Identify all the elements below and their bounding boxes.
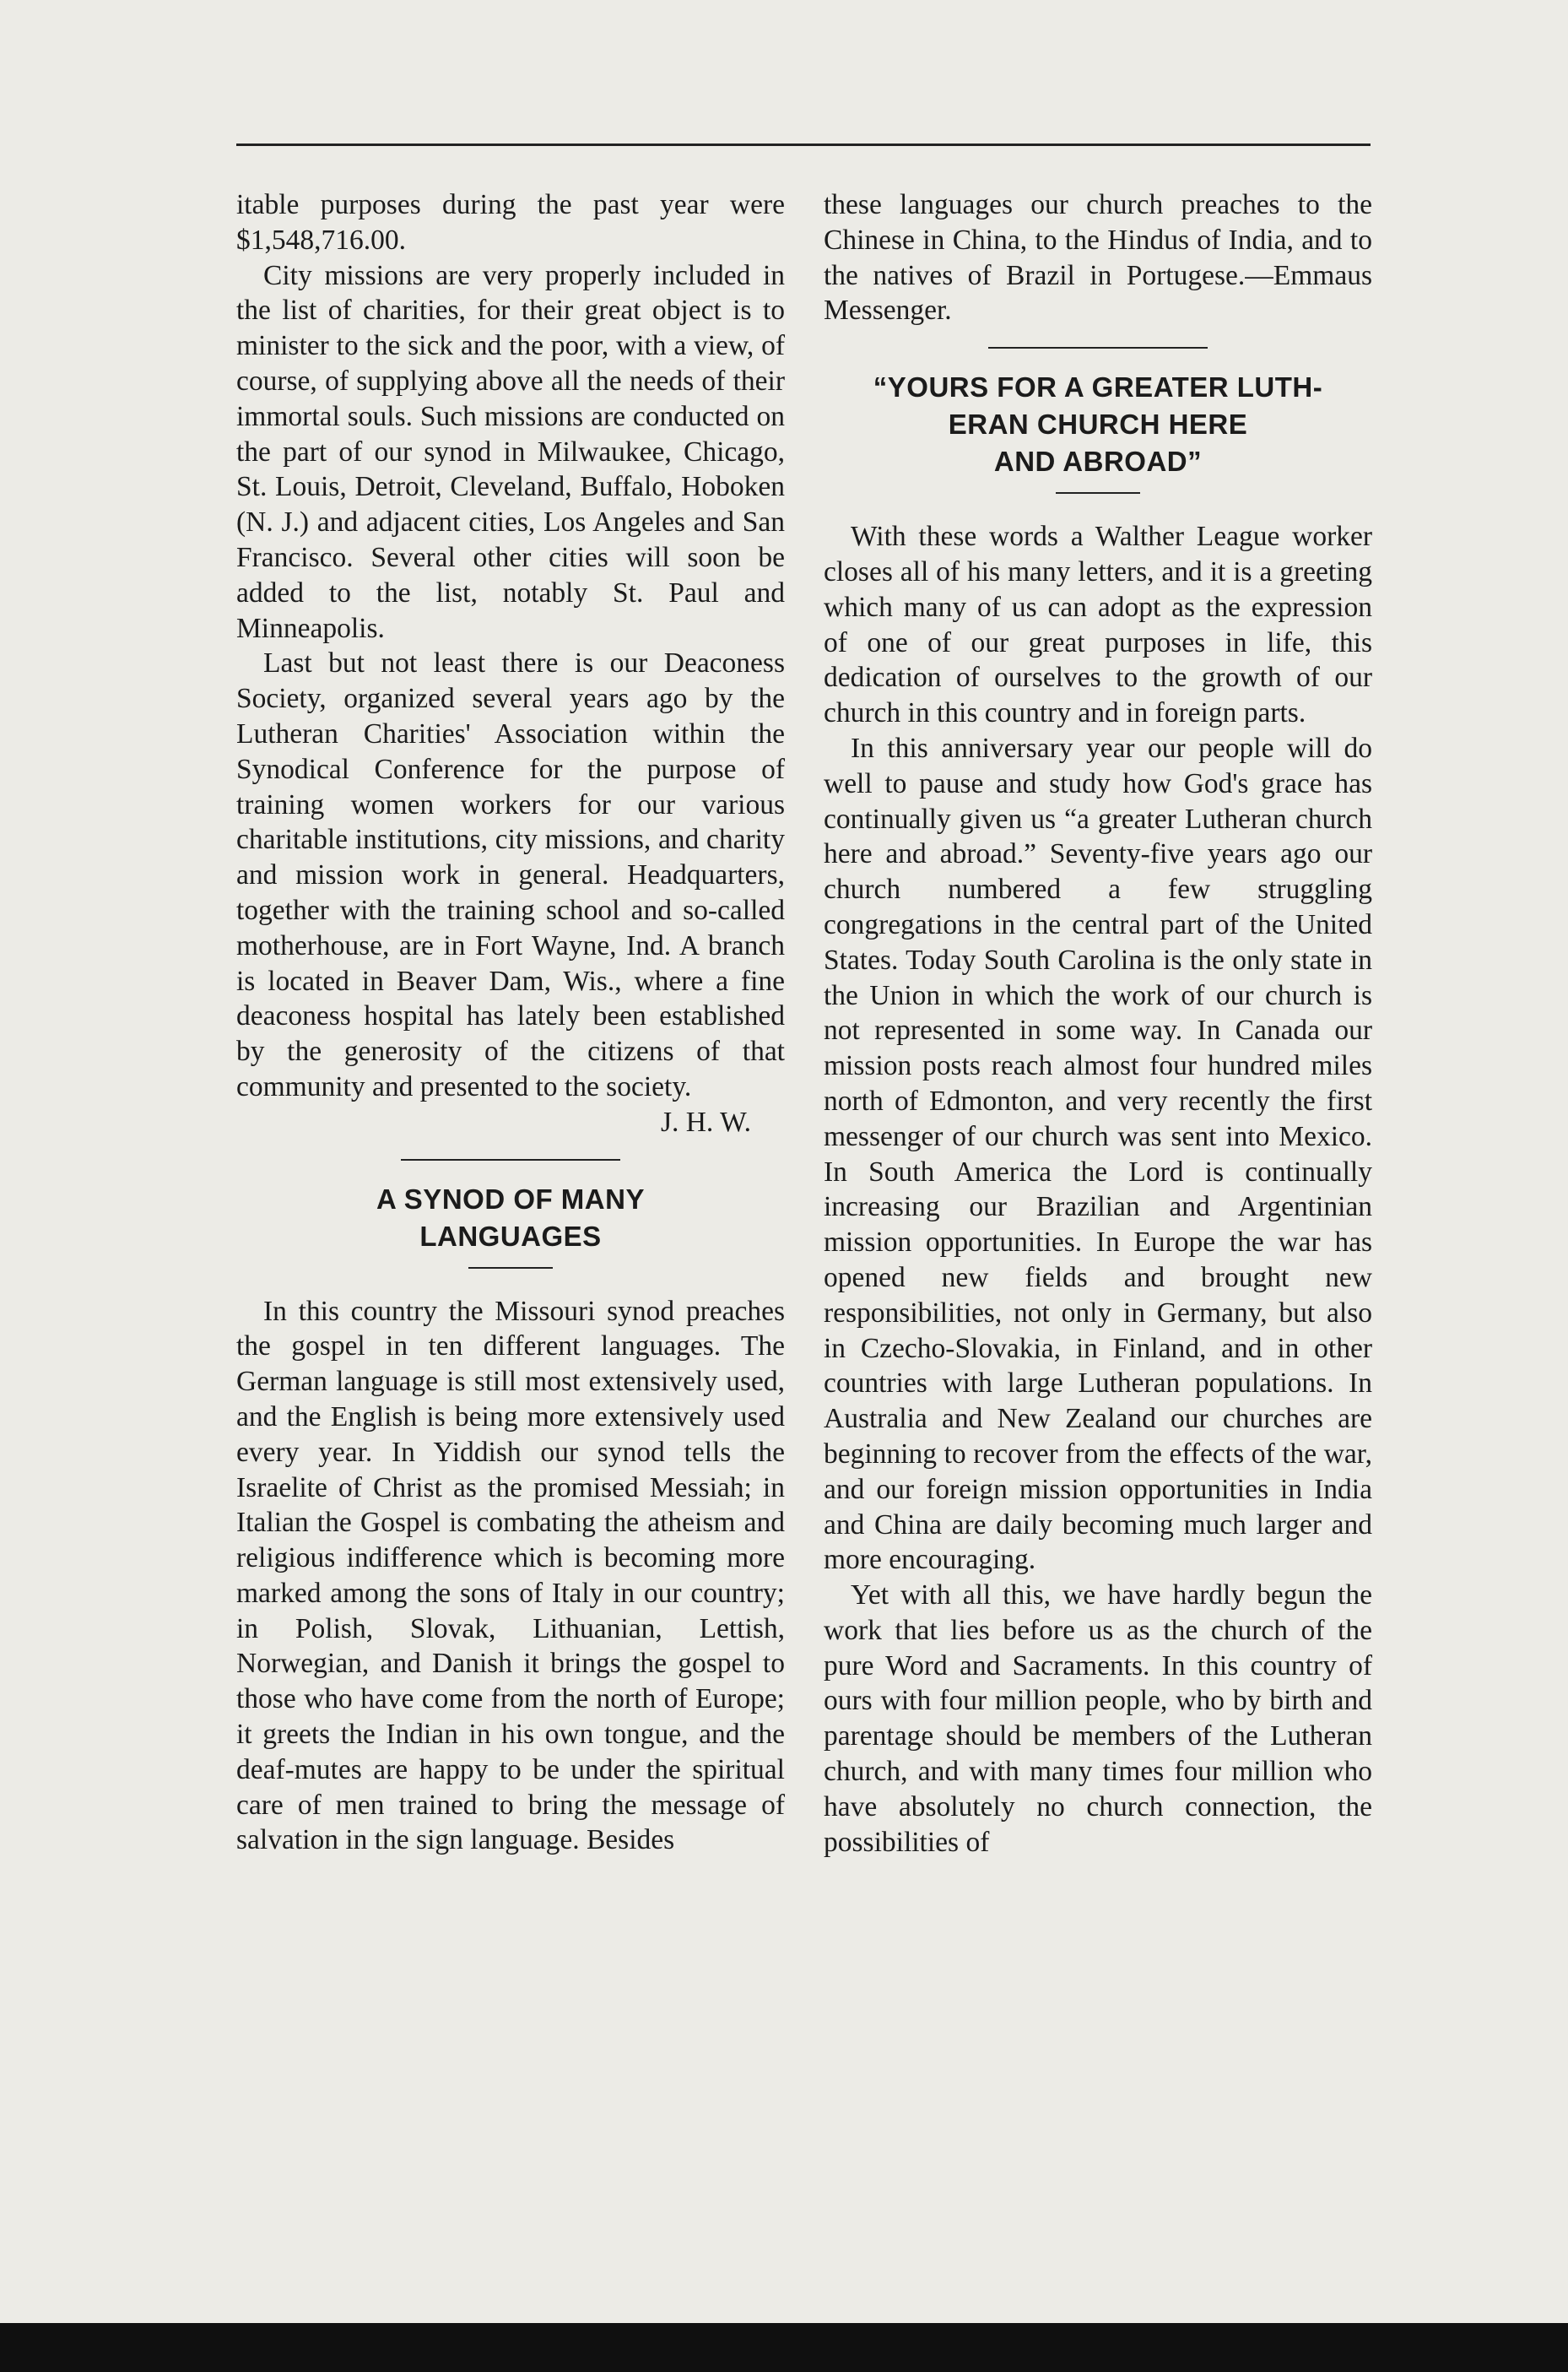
heading-greater-church-line2: ERAN CHURCH HERE <box>948 409 1248 441</box>
paragraph-languages-continued: these languages our church preaches to the Chinese in China, to the Hindus of India, and to the natives of Brazil in Portugese.—Emmaus Messenger. <box>824 189 1372 327</box>
paragraph-deaconess-society: Last but not least there is our Deaconess Society, organized several years ago by the Lutheran Charities' Association within the Synodical Conference for the purpose of training women workers for our various charitable institutions, city missions, and charity and mission work in general. Headquarters, together with the training school and so-called motherhouse, are in Fort Wayne, Ind. A branch is located in Beaver Dam, Wis., where a fine deaconess hospital has lately been established by the generosity of the citizens of that community and presented to the society. <box>236 647 785 1102</box>
section-divider <box>988 347 1208 349</box>
top-rule <box>236 144 1371 146</box>
paragraph-charities-total: itable purposes during the past year were $1,548,716.00. <box>236 189 785 256</box>
heading-synod-languages-line1: A SYNOD OF MANY <box>376 1183 645 1215</box>
right-column <box>824 187 1372 1860</box>
author-signature: J. H. W. <box>660 1106 751 1138</box>
paragraph-ten-languages: In this country the Missouri synod preaches the gospel in ten different languages. The German language is still most extensively used, and the English is being more extensively used every year. In Yiddish our synod tells the Israelite of Christ as the promised Messiah; in Italian the Gospel is combating the atheism and religious indifference which is becoming more marked among the sons of Italy in our country; in Polish, Slovak, Lithuanian, Lettish, Norwegian, and Danish it brings the gospel to those who have come from the north of Europe; it greets the Indian in his own tongue, and the deaf-mutes are happy to be under the spiritual care of men trained to bring the message of salvation in the sign language. Besides <box>236 1295 785 1856</box>
paragraph-anniversary-year: In this anniversary year our people will do well to pause and study how God's grace has continually given us “a greater Lutheran church here and abroad.” Seventy-five years ago our church numbered a few struggling congregations in the central part of the United States. Today South Carolina is the only state in the Union in which the work of our church is not represented in some way. In Canada our mission posts reach almost four hundred miles north of Edmonton, and very recently the first messenger of our church was sent into Mexico. In South America the Lord is continually increasing our Brazilian and Argentinian mission opportunities. In Europe the war has opened new fields and brought new responsibilities, not only in Germany, but also in Czecho-Slovakia, in Finland, and in other countries with large Lutheran populations. In Australia and New Zealand our churches are beginning to recover from the effects of the war, and our foreign mission opportunities in India and China are daily becoming much larger and more encouraging. <box>824 732 1372 1576</box>
heading-greater-church-line1: “YOURS FOR A GREATER LUTH- <box>873 371 1323 403</box>
scan-bottom-edge <box>0 2323 1568 2372</box>
heading-synod-languages-line2: LANGUAGES <box>419 1220 602 1252</box>
heading-underline <box>1056 492 1140 494</box>
paragraph-work-before-us: Yet with all this, we have hardly begun the work that lies before us as the church of the pure Word and Sacraments. In this country of ours with four million people, who by birth and parentage should be members of the Lutheran church, and with many times four million who have absolutely no church connection, the possibilities of <box>824 1579 1372 1858</box>
section-divider <box>401 1159 620 1161</box>
left-column <box>236 187 785 1858</box>
heading-underline <box>468 1267 553 1269</box>
heading-greater-church-line3: AND ABROAD” <box>993 446 1203 478</box>
paragraph-walther-league: With these words a Walther League worker closes all of his many letters, and it is a greeting which many of us can adopt as the expression of one of our great purposes in life, this dedication of ourselves to the growth of our church in this country and in foreign parts. <box>824 521 1372 729</box>
paragraph-city-missions: City missions are very properly included in the list of charities, for their great object is to minister to the sick and the poor, with a view, of course, of supplying above all the needs of their immortal souls. Such missions are conducted on the part of our synod in Milwaukee, Chicago, St. Louis, Detroit, Cleveland, Buffalo, Hoboken (N. J.) and adjacent cities, Los Angeles and San Francisco. Several other cities will soon be added to the list, notably St. Paul and Minneapolis. <box>236 259 785 644</box>
